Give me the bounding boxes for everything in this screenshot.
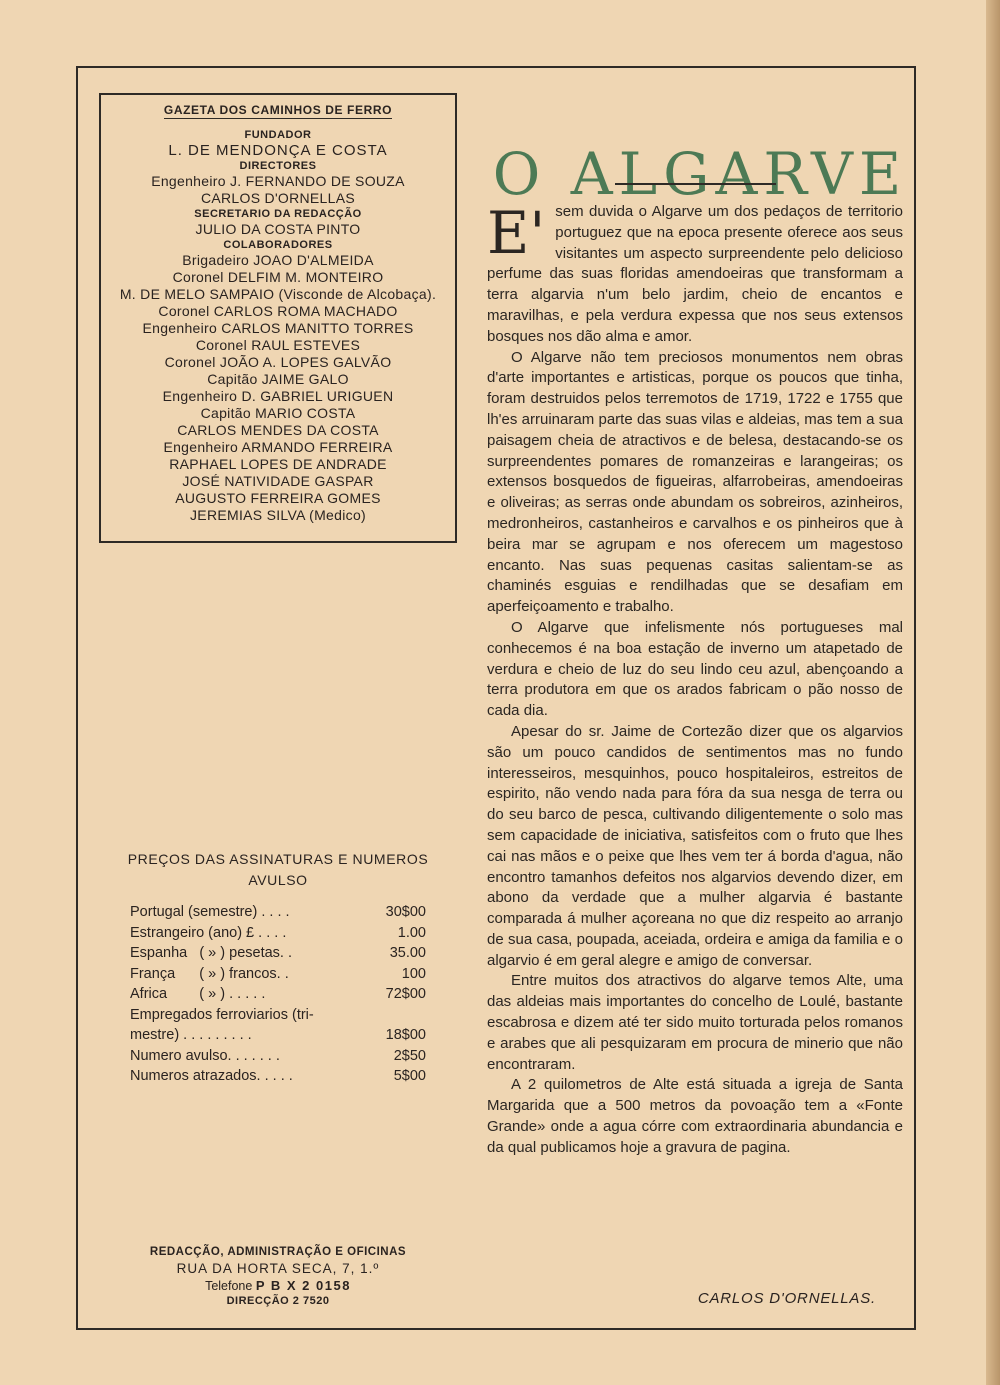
price-label: Portugal (semestre) . . . .	[130, 904, 290, 920]
staff-box	[99, 93, 457, 543]
price-value: 2$50	[393, 1047, 426, 1064]
price-row	[108, 923, 448, 944]
phone-label: Telefone	[205, 1279, 253, 1293]
secretary-label: SECRETARIO DA REDACÇÃO	[194, 208, 362, 220]
collaborator-name: Engenheiro D. GABRIEL URIGUEN	[162, 388, 394, 404]
collaborator-name: Coronel CARLOS ROMA MACHADO	[158, 303, 398, 319]
gazette-title: GAZETA DOS CAMINHOS DE FERRO	[163, 103, 393, 117]
collaborator-name: AUGUSTO FERREIRA GOMES	[175, 490, 381, 506]
office-address	[108, 1244, 448, 1308]
collaborators-list	[105, 252, 451, 524]
price-label: Espanha ( » ) pesetas. .	[130, 945, 293, 961]
directors-label: DIRECTORES	[239, 160, 317, 172]
title-rule	[615, 183, 776, 185]
phone-number: P B X 2 0158	[255, 1278, 351, 1293]
price-value: 100	[401, 965, 426, 982]
price-row	[108, 902, 448, 923]
collaborator-name: M. DE MELO SAMPAIO (Visconde de Alcobaça).	[119, 286, 437, 302]
collaborator-name: Coronel JOÃO A. LOPES GALVÃO	[164, 354, 392, 370]
price-value: 5$00	[393, 1068, 426, 1084]
subscription-prices	[108, 849, 448, 1087]
collaborator-name: JOSÉ NATIVIDADE GASPAR	[182, 473, 374, 489]
founder-name: L. DE MENDONÇA E COSTA	[168, 142, 388, 159]
collaborators-label: COLABORADORES	[223, 239, 333, 251]
article-paragraph: O Algarve não tem preciosos monumentos nem obras d'arte importantes e artisticas, porque os poucos que tinha, foram destruidos pelos terremotos de 1719, 1722 e 1755 que lh'es arruinaram parte das suas vilas e aldeias, mas tem a sua paisagem cheia de atractivos e de belesa, destacando-se os surpreendentes pomares de romanzeiras e larangeiras; os extensos bosquedos de figueiras, alfarrobeiras, amendoeiras e oliveiras; as serras onde abundam os sobreiros, azinheiros, medronheiros, castanheiros e carvalhos e os pinheiros que à beira mar se agrupam e nos oferecem um magestoso encanto. Nas suas pequenas casitas salientam-se as chaminés esguias e rendilhadas que se desafiam em aperfeiçoamento e trabalho.	[487, 348, 903, 616]
collaborator-name: Capitão MARIO COSTA	[200, 405, 356, 421]
price-label: mestre) . . . . . . . . .	[130, 1027, 252, 1043]
price-label: Estrangeiro (ano) £ . . . .	[130, 924, 287, 941]
secretary-name: JULIO DA COSTA PINTO	[195, 221, 361, 237]
drop-cap: E'	[487, 199, 546, 267]
article-paragraph: A 2 quilometros de Alte está situada a igreja de Santa Margarida que a 500 metros da povoação tem a «Fonte Grande» onde a agua córre com extraordinaria abundancia e da qual publicamos hoje a gravura de pagina.	[487, 1076, 903, 1156]
price-value: 1.00	[397, 924, 426, 941]
prices-title-line: AVULSO	[248, 872, 308, 888]
collaborator-name: Engenheiro ARMANDO FERREIRA	[163, 439, 393, 455]
price-label: Empregados ferroviarios (tri-	[130, 1006, 314, 1023]
address-heading: REDACÇÃO, ADMINISTRAÇÃO E OFICINAS	[149, 1246, 407, 1258]
article-paragraph: O Algarve que infelismente nós portugueses mal conhecemos é na boa estação de inverno um atapetado de verdura e cheio de luz do seu lindo ceu azul, abençoando a terra produtora em que os arados fabricam o pão nosso de cada dia.	[487, 618, 903, 720]
collaborator-name: CARLOS MENDES DA COSTA	[177, 422, 379, 438]
author-signature: CARLOS D'ORNELLAS.	[697, 1290, 876, 1307]
price-row	[108, 964, 448, 985]
address-direction: DIRECÇÃO 2 7520	[226, 1295, 330, 1307]
collaborator-name: Coronel RAUL ESTEVES	[195, 337, 361, 353]
collaborator-name: Capitão JAIME GALO	[207, 371, 349, 387]
price-row	[108, 943, 448, 964]
page-edge	[986, 0, 1000, 1385]
founder-label: FUNDADOR	[244, 129, 312, 141]
collaborator-name: RAPHAEL LOPES DE ANDRADE	[169, 456, 387, 472]
price-label: Africa ( » ) . . . . .	[130, 986, 266, 1002]
price-value: 35.00	[389, 945, 426, 961]
article-body	[487, 199, 903, 1159]
prices-title-line: PREÇOS DAS ASSINATURAS E NUMEROS	[127, 851, 429, 867]
collaborator-name: JEREMIAS SILVA (Medico)	[190, 507, 366, 523]
director-name: CARLOS D'ORNELLAS	[200, 190, 356, 206]
price-label: Numeros atrazados. . . . .	[130, 1068, 293, 1084]
price-row	[108, 984, 448, 1005]
address-street: RUA DA HORTA SECA, 7, 1.º	[176, 1261, 380, 1276]
price-value: 72$00	[385, 986, 426, 1002]
price-label: França ( » ) francos. .	[130, 965, 289, 982]
collaborator-name: Brigadeiro JOAO D'ALMEIDA	[182, 252, 374, 268]
article-paragraph: Entre muitos dos atractivos do algarve temos Alte, uma das aldeias mais importantes do concelho de Loulé, bastante escabrosa e dizem até ter sido muito torturada pelos romanos e arabes que ali pesquizaram em procura de minerio que não encontraram.	[487, 972, 903, 1073]
price-row	[108, 1046, 448, 1067]
price-value: 30$00	[385, 904, 426, 920]
price-value: 18$00	[385, 1027, 426, 1043]
price-row	[108, 1025, 448, 1046]
price-label: Numero avulso. . . . . . .	[130, 1047, 280, 1064]
article-paragraph: Apesar do sr. Jaime de Cortezão dizer que os algarvios são um pouco candidos de sentimentos mas no fundo interesseiros, mesquinhos, pouco hospitaleiros, estreitos de espirito, não vendo nada para fóra da sua nesga de terra ou do seu barco de pesca, cultivando diligentemente o solo mas sem capacidade de iniciativa, satisfeitos com o fruto que lhes cai nas mãos e o peixe que lhes vem ter á borda d'agua, não encontro tamanhos defeitos nos algarvios devendo dizer, em abono da verdade que a mulher algarvia é bastante comparada á mulher açoreana no que diz respeito ao arranjo de sua casa, poupada, aceiada, ordeira e amiga da familia e o algarvio é em geral alegre e amigo de conversar.	[487, 722, 903, 969]
price-row	[108, 1005, 448, 1026]
price-row	[108, 1066, 448, 1087]
director-name: Engenheiro J. FERNANDO DE SOUZA	[151, 173, 405, 189]
collaborator-name: Coronel DELFIM M. MONTEIRO	[172, 269, 384, 285]
article-paragraph	[487, 199, 903, 348]
collaborator-name: Engenheiro CARLOS MANITTO TORRES	[142, 320, 414, 336]
article-title: O ALGARVE	[492, 139, 908, 208]
address-phone	[108, 1278, 448, 1294]
paragraph-text: sem duvida o Algarve um dos pedaços de territorio portuguez que na epoca presente oferece aos seus visitantes um aspecto surpreendente pelo delicioso perfume das suas floridas amendoeiras que transformam a terra algarvia n'um belo jardim, cheio de encantos e maravilhas, e pela verdura expessa que nos seus extensos bosques nos dão alma e amor.	[487, 203, 903, 345]
prices-title	[108, 849, 448, 891]
